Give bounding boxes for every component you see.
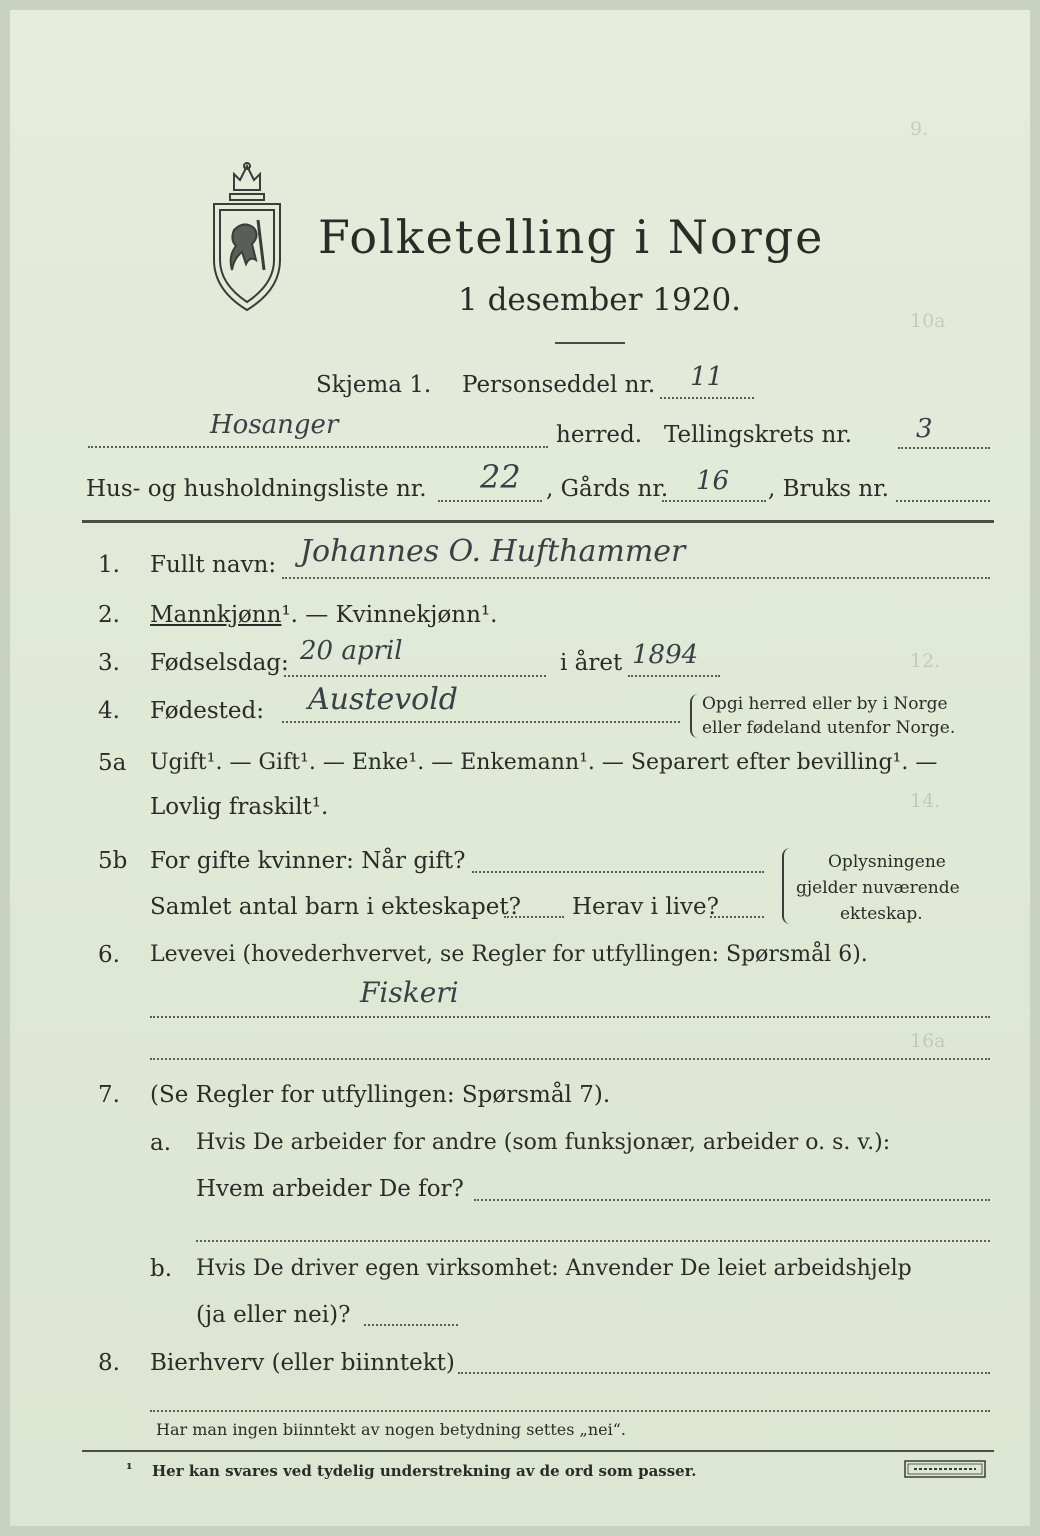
tellingskrets-line	[898, 447, 990, 449]
q5b-children: Samlet antal barn i ekteskapet?	[150, 894, 521, 920]
herred-value[interactable]: Hosanger	[210, 410, 339, 440]
year-label: i året	[560, 650, 623, 676]
census-date: 1 desember 1920.	[458, 282, 742, 318]
q3-birthday-line	[284, 675, 546, 677]
year-line	[628, 675, 720, 677]
q5b-brace	[782, 848, 792, 924]
q6-line-2	[150, 1058, 990, 1060]
q5b-note-1: Oplysningene	[828, 852, 946, 872]
side-income-line	[458, 1372, 990, 1374]
herred-line	[88, 446, 548, 448]
printer-stamp-icon	[904, 1460, 986, 1478]
footnote-text: Her kan svares ved tydelig understrekning av de ord som passer.	[152, 1462, 697, 1480]
q5b-note-3: ekteskap.	[840, 904, 923, 924]
married-when-line	[472, 871, 764, 873]
header-divider	[82, 520, 994, 523]
bruks-line	[896, 500, 990, 502]
hus-label: Hus- og husholdningsliste nr.	[86, 476, 427, 502]
q7-number: 7.	[98, 1082, 120, 1108]
personseddel-label: Personseddel nr.	[462, 372, 656, 398]
form-title: Folketelling i Norge	[318, 210, 825, 264]
gards-line	[662, 500, 766, 502]
q4-label: Fødested:	[150, 698, 265, 724]
divorced-option[interactable]: Lovlig fraskilt¹.	[150, 794, 329, 820]
full-name-value[interactable]: Johannes O. Hufthammer	[300, 534, 686, 569]
hus-value[interactable]: 22	[480, 458, 521, 496]
q3-number: 3.	[98, 650, 120, 676]
bruks-label: , Bruks nr.	[768, 476, 889, 502]
personseddel-line	[660, 397, 754, 399]
q5b-number: 5b	[98, 848, 128, 874]
bleed-through-text: 10a	[910, 310, 946, 332]
tellingskrets-value[interactable]: 3	[916, 414, 933, 444]
tellingskrets-label: Tellingskrets nr.	[664, 422, 853, 448]
q4-note-2: eller fødeland utenfor Norge.	[702, 718, 956, 738]
q4-brace	[690, 694, 698, 738]
marital-status-options[interactable]: Ugift¹. — Gift¹. — Enke¹. — Enkemann¹. — Separert efter bevilling¹. —	[150, 750, 938, 775]
q2-options	[150, 602, 497, 628]
employer-line	[474, 1199, 990, 1201]
herred-label: herred.	[556, 422, 643, 448]
children-line	[504, 916, 564, 918]
q7a-number: a.	[150, 1130, 172, 1156]
q5a-number: 5a	[98, 750, 127, 776]
schema-label: Skjema 1.	[316, 372, 432, 398]
q1-number: 1.	[98, 552, 120, 578]
q8-number: 8.	[98, 1350, 120, 1376]
female-option[interactable]: Kvinnekjønn¹.	[335, 602, 498, 628]
q6-line-1	[150, 1016, 990, 1018]
side-income-line-2	[150, 1410, 990, 1412]
q7a-employer-label: Hvem arbeider De for?	[196, 1176, 464, 1202]
alive-line	[710, 916, 764, 918]
bleed-through-text: 16a	[910, 1030, 946, 1052]
personseddel-value[interactable]: 11	[690, 362, 724, 392]
q4-line	[282, 721, 680, 723]
q7b-yes-no-label: (ja eller nei)?	[196, 1302, 351, 1328]
birthplace-value[interactable]: Austevold	[308, 682, 458, 717]
yes-no-line	[364, 1324, 458, 1326]
q7a-question: Hvis De arbeider for andre (som funksjonær, arbeider o. s. v.):	[196, 1130, 891, 1155]
bleed-through-text: 14.	[910, 790, 941, 812]
footnote-mark: ¹	[126, 1460, 133, 1478]
employer-line-2	[196, 1240, 990, 1242]
bleed-through-text: 9.	[910, 118, 929, 140]
male-option[interactable]: Mannkjønn	[150, 602, 282, 628]
q2-number: 2.	[98, 602, 120, 628]
gards-value[interactable]: 16	[696, 466, 730, 496]
q5b-note-2: gjelder nuværende	[796, 878, 960, 898]
q4-note-1: Opgi herred eller by i Norge	[702, 694, 948, 714]
q4-number: 4.	[98, 698, 120, 724]
hus-line	[438, 500, 542, 502]
q1-line	[282, 577, 990, 579]
q2-separator: ¹. —	[281, 602, 336, 628]
birthday-value[interactable]: 20 april	[300, 636, 403, 666]
q5b-married-when: For gifte kvinner: Når gift?	[150, 848, 466, 874]
footer-divider	[82, 1450, 994, 1452]
year-value[interactable]: 1894	[632, 640, 699, 670]
bleed-through-text: 12.	[910, 650, 941, 672]
q6-number: 6.	[98, 942, 120, 968]
gards-label: , Gårds nr.	[546, 476, 669, 502]
q1-label: Fullt navn:	[150, 552, 277, 578]
q5b-alive: Herav i live?	[572, 894, 719, 920]
title-rule	[555, 342, 625, 344]
q7b-question: Hvis De driver egen virksomhet: Anvender De leiet arbeidshjelp	[196, 1256, 912, 1281]
q7-label: (Se Regler for utfyllingen: Spørsmål 7).	[150, 1082, 611, 1108]
coat-of-arms-icon	[204, 160, 290, 320]
occupation-value[interactable]: Fiskeri	[360, 976, 459, 1009]
q7b-number: b.	[150, 1256, 173, 1282]
q6-label: Levevei (hovederhvervet, se Regler for utfyllingen: Spørsmål 6).	[150, 942, 868, 967]
q3-label: Fødselsdag:	[150, 650, 289, 676]
q8-label: Bierhverv (eller biinntekt)	[150, 1350, 455, 1376]
q8-note: Har man ingen biinntekt av nogen betydning settes „nei“.	[156, 1420, 626, 1439]
